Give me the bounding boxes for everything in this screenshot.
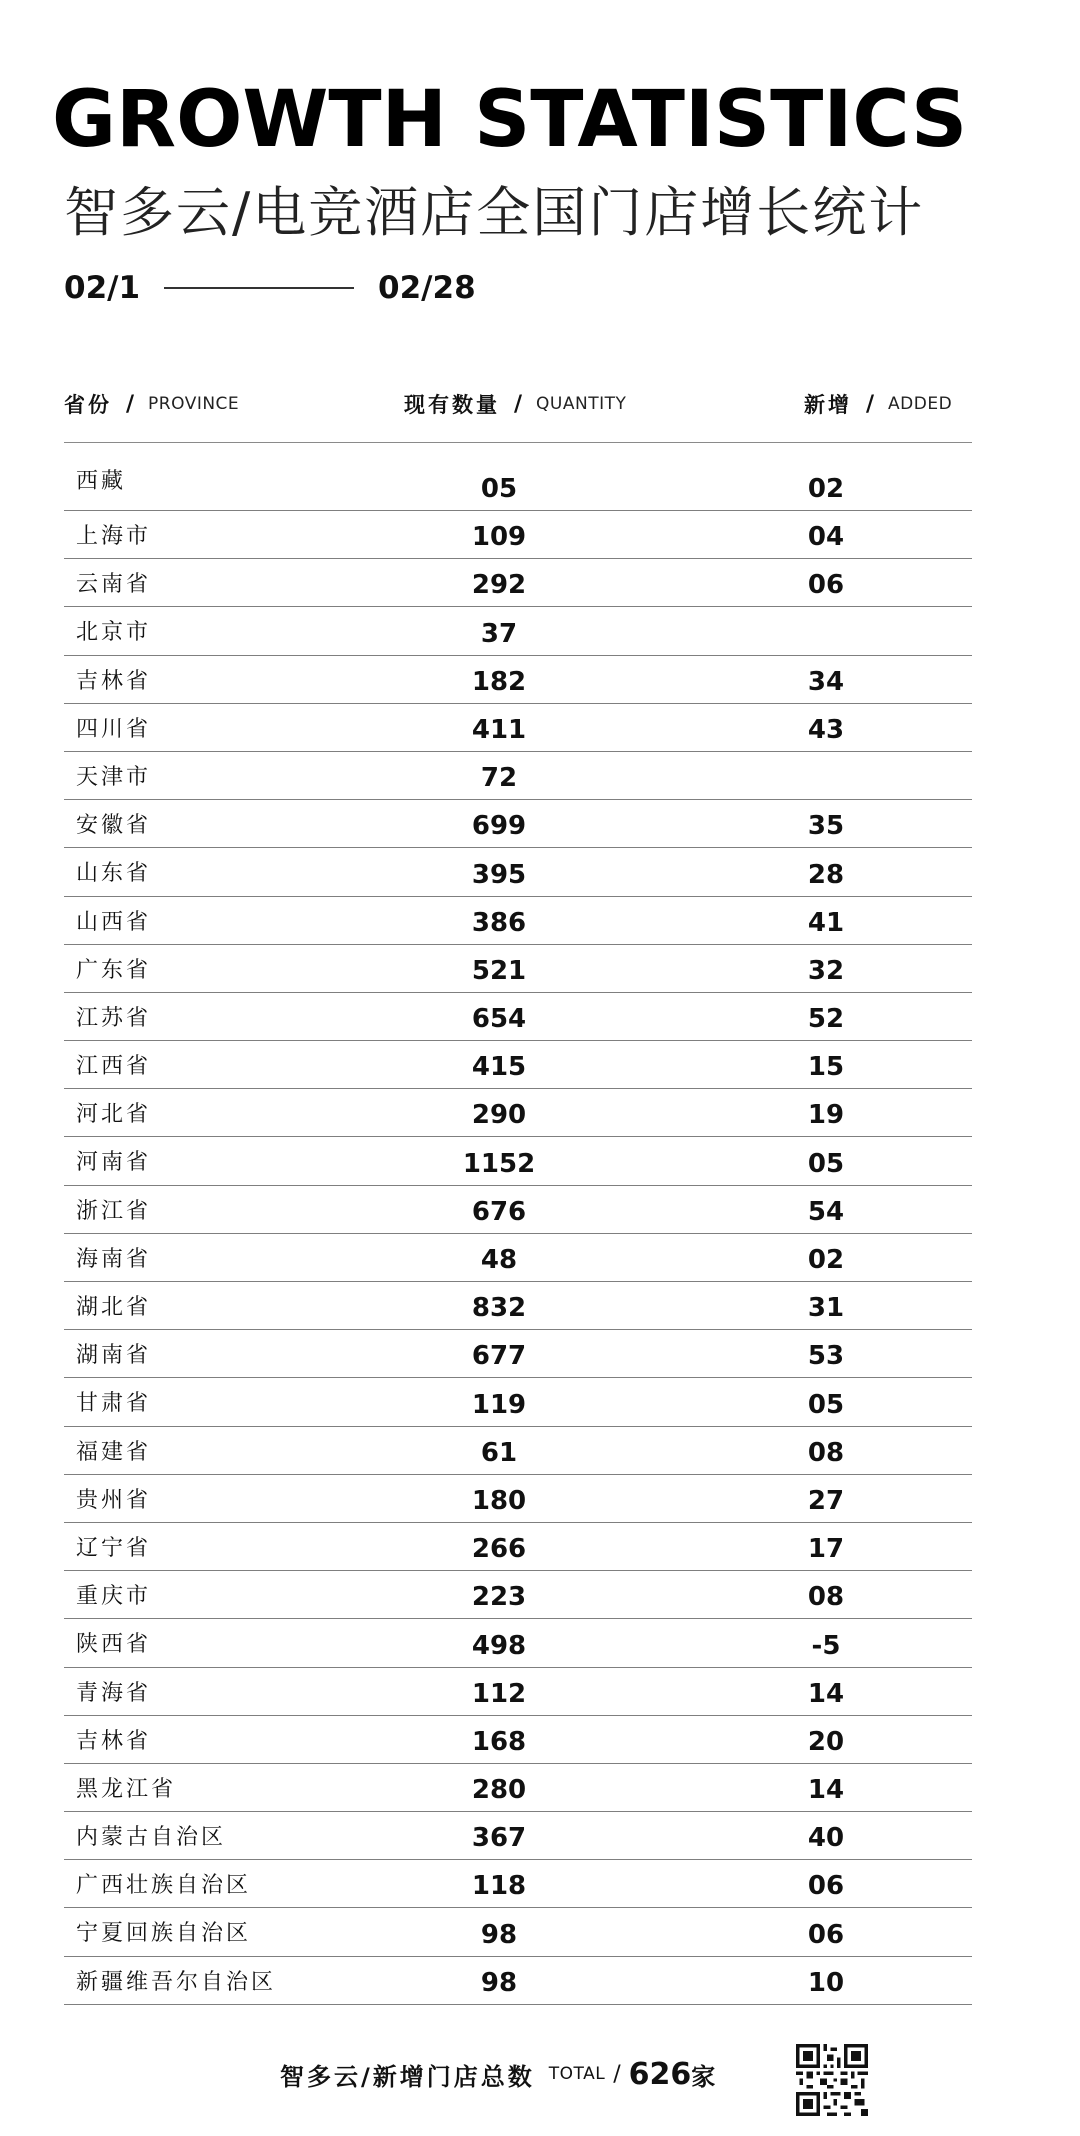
- qr-code-icon: [796, 2044, 868, 2116]
- province-name: 广西壮族自治区: [76, 1873, 252, 1899]
- quantity-value: 676: [471, 1196, 527, 1227]
- added-value: 20: [807, 1726, 845, 1757]
- table-row: [64, 848, 972, 896]
- table-row: [64, 1234, 972, 1282]
- province-name: 浙江省: [76, 1198, 152, 1224]
- province-name: 上海市: [76, 524, 152, 549]
- province-name: 山西省: [76, 909, 152, 935]
- quantity-value: 61: [480, 1437, 518, 1468]
- quantity-value: 521: [471, 955, 527, 986]
- added-value: -5: [811, 1630, 841, 1661]
- quantity-value: 415: [471, 1052, 527, 1083]
- province-name: 内蒙古自治区: [76, 1825, 227, 1851]
- quantity-value: 37: [480, 618, 518, 649]
- column-header-added: [804, 384, 952, 424]
- province-name: 河北省: [76, 1102, 152, 1128]
- added-value: 14: [807, 1678, 845, 1709]
- footer-label-zh: 智多云/新增门店总数: [280, 2062, 535, 2091]
- quantity-value: 290: [471, 1100, 527, 1131]
- province-name: 湖北省: [76, 1295, 152, 1320]
- table-row: [64, 1041, 972, 1089]
- quantity-value: 367: [471, 1823, 527, 1854]
- province-name: 宁夏回族自治区: [76, 1921, 252, 1947]
- header-separator: /: [126, 391, 135, 417]
- table-row: [64, 993, 972, 1041]
- added-value: 08: [807, 1437, 845, 1468]
- table-row: [64, 656, 972, 704]
- header-divider: [64, 442, 972, 443]
- date-range-line: [164, 287, 354, 289]
- footer-total: [280, 2052, 715, 2096]
- quantity-value: 98: [480, 1919, 518, 1950]
- added-value: 04: [807, 522, 845, 553]
- added-value: 27: [807, 1485, 845, 1516]
- added-value: 52: [807, 1004, 845, 1035]
- page-title: GROWTH STATISTICS: [52, 75, 968, 165]
- quantity-value: 98: [480, 1967, 518, 1998]
- table-row: [64, 1764, 972, 1812]
- quantity-header-zh: 现有数量: [404, 393, 500, 417]
- footer-label-en: TOTAL: [548, 2064, 606, 2084]
- quantity-value: 48: [480, 1245, 518, 1275]
- date-end: 02/28: [378, 270, 476, 306]
- province-name: 天津市: [76, 764, 152, 790]
- table-row: [64, 945, 972, 993]
- header-separator: /: [514, 391, 523, 417]
- quantity-value: 119: [471, 1389, 527, 1420]
- table-row: [64, 454, 972, 511]
- province-name: 重庆市: [76, 1584, 152, 1610]
- table-row: [64, 1282, 972, 1330]
- added-value: 05: [807, 1389, 845, 1420]
- table-row: [64, 1089, 972, 1137]
- table-row: [64, 1812, 972, 1860]
- table-row: [64, 1571, 972, 1619]
- added-value: 40: [807, 1823, 845, 1854]
- province-name: 西藏: [76, 469, 127, 494]
- added-value: 28: [807, 859, 845, 890]
- table-row: [64, 559, 972, 607]
- added-value: 05: [807, 1148, 845, 1179]
- table-row: [64, 511, 972, 559]
- table-row: [64, 1908, 972, 1956]
- header-separator: /: [866, 391, 875, 417]
- quantity-value: 266: [471, 1534, 527, 1565]
- quantity-value: 654: [471, 1004, 527, 1035]
- province-name: 吉林省: [76, 668, 152, 694]
- added-value: 31: [807, 1293, 845, 1324]
- table-row: [64, 704, 972, 752]
- province-name: 北京市: [76, 620, 152, 646]
- quantity-value: 292: [471, 570, 527, 601]
- province-name: 江苏省: [76, 1005, 152, 1031]
- province-table-body: [64, 454, 972, 2005]
- quantity-value: 832: [471, 1293, 527, 1324]
- province-header-en: PROVINCE: [148, 394, 240, 414]
- page-subtitle: 智多云/电竞酒店全国门店增长统计: [64, 181, 925, 244]
- province-name: 湖南省: [76, 1343, 152, 1369]
- table-row: [64, 1957, 972, 2005]
- table-row: [64, 1378, 972, 1426]
- table-row: [64, 752, 972, 800]
- province-header-zh: 省份: [64, 393, 112, 417]
- quantity-value: 109: [471, 522, 527, 553]
- province-name: 安徽省: [76, 813, 152, 839]
- column-header-province: [64, 384, 239, 424]
- quantity-value: 395: [471, 859, 527, 890]
- province-name: 黑龙江省: [76, 1776, 177, 1802]
- table-row: [64, 1137, 972, 1185]
- added-value: 53: [807, 1341, 845, 1372]
- added-value: 08: [807, 1582, 845, 1613]
- quantity-header-en: QUANTITY: [536, 394, 627, 414]
- date-range: [64, 268, 476, 308]
- province-name: 河南省: [76, 1150, 152, 1176]
- province-name: 辽宁省: [76, 1535, 152, 1561]
- quantity-value: 1152: [462, 1148, 536, 1179]
- added-value: 02: [807, 474, 845, 504]
- quantity-value: 112: [471, 1678, 527, 1709]
- quantity-value: 182: [471, 666, 527, 697]
- quantity-value: 386: [471, 907, 527, 938]
- added-value: 14: [807, 1775, 845, 1806]
- added-value: 06: [807, 1871, 845, 1902]
- province-name: 新疆维吾尔自治区: [76, 1969, 277, 1995]
- quantity-value: 168: [471, 1726, 527, 1757]
- added-value: 41: [807, 907, 845, 938]
- province-name: 广东省: [76, 957, 152, 983]
- table-row: [64, 1427, 972, 1475]
- added-value: 10: [807, 1967, 845, 1998]
- date-start: 02/1: [64, 270, 141, 306]
- quantity-value: 280: [471, 1775, 527, 1806]
- footer-separator: /: [613, 2061, 621, 2087]
- quantity-value: 411: [471, 714, 527, 745]
- added-value: 06: [807, 1919, 845, 1950]
- table-row: [64, 800, 972, 848]
- table-row: [64, 1619, 972, 1667]
- province-name: 山东省: [76, 861, 152, 887]
- added-value: 19: [807, 1100, 845, 1131]
- table-row: [64, 1860, 972, 1908]
- province-name: 云南省: [76, 572, 152, 598]
- added-value: 54: [807, 1196, 845, 1227]
- added-value: 35: [807, 811, 845, 842]
- quantity-value: 699: [471, 811, 527, 842]
- table-row: [64, 607, 972, 655]
- table-row: [64, 1523, 972, 1571]
- quantity-value: 498: [471, 1630, 527, 1661]
- table-row: [64, 1716, 972, 1764]
- added-header-en: ADDED: [888, 394, 953, 414]
- quantity-value: 05: [480, 474, 518, 504]
- footer-total-value: 626: [628, 2056, 692, 2092]
- province-name: 福建省: [76, 1439, 152, 1465]
- quantity-value: 72: [480, 763, 518, 794]
- added-header-zh: 新增: [804, 393, 852, 417]
- quantity-value: 180: [471, 1485, 527, 1516]
- table-header: [64, 384, 972, 424]
- added-value: 15: [807, 1052, 845, 1083]
- column-header-quantity: [404, 384, 626, 424]
- added-value: 02: [807, 1245, 845, 1275]
- added-value: 06: [807, 570, 845, 601]
- table-row: [64, 1330, 972, 1378]
- quantity-value: 223: [471, 1582, 527, 1613]
- province-name: 江西省: [76, 1054, 152, 1080]
- table-row: [64, 1668, 972, 1716]
- province-name: 海南省: [76, 1246, 152, 1272]
- quantity-value: 677: [471, 1341, 527, 1372]
- province-name: 四川省: [76, 716, 152, 742]
- added-value: 43: [807, 714, 845, 745]
- province-name: 贵州省: [76, 1487, 152, 1513]
- footer-total-unit: 家: [691, 2062, 716, 2091]
- quantity-value: 118: [471, 1871, 527, 1902]
- table-row: [64, 1475, 972, 1523]
- province-name: 吉林省: [76, 1728, 152, 1754]
- added-value: 32: [807, 955, 845, 986]
- table-row: [64, 1186, 972, 1234]
- province-name: 青海省: [76, 1680, 152, 1706]
- province-name: 陕西省: [76, 1632, 152, 1658]
- table-row: [64, 897, 972, 945]
- added-value: 34: [807, 666, 845, 697]
- added-value: 17: [807, 1534, 845, 1565]
- province-name: 甘肃省: [76, 1391, 152, 1417]
